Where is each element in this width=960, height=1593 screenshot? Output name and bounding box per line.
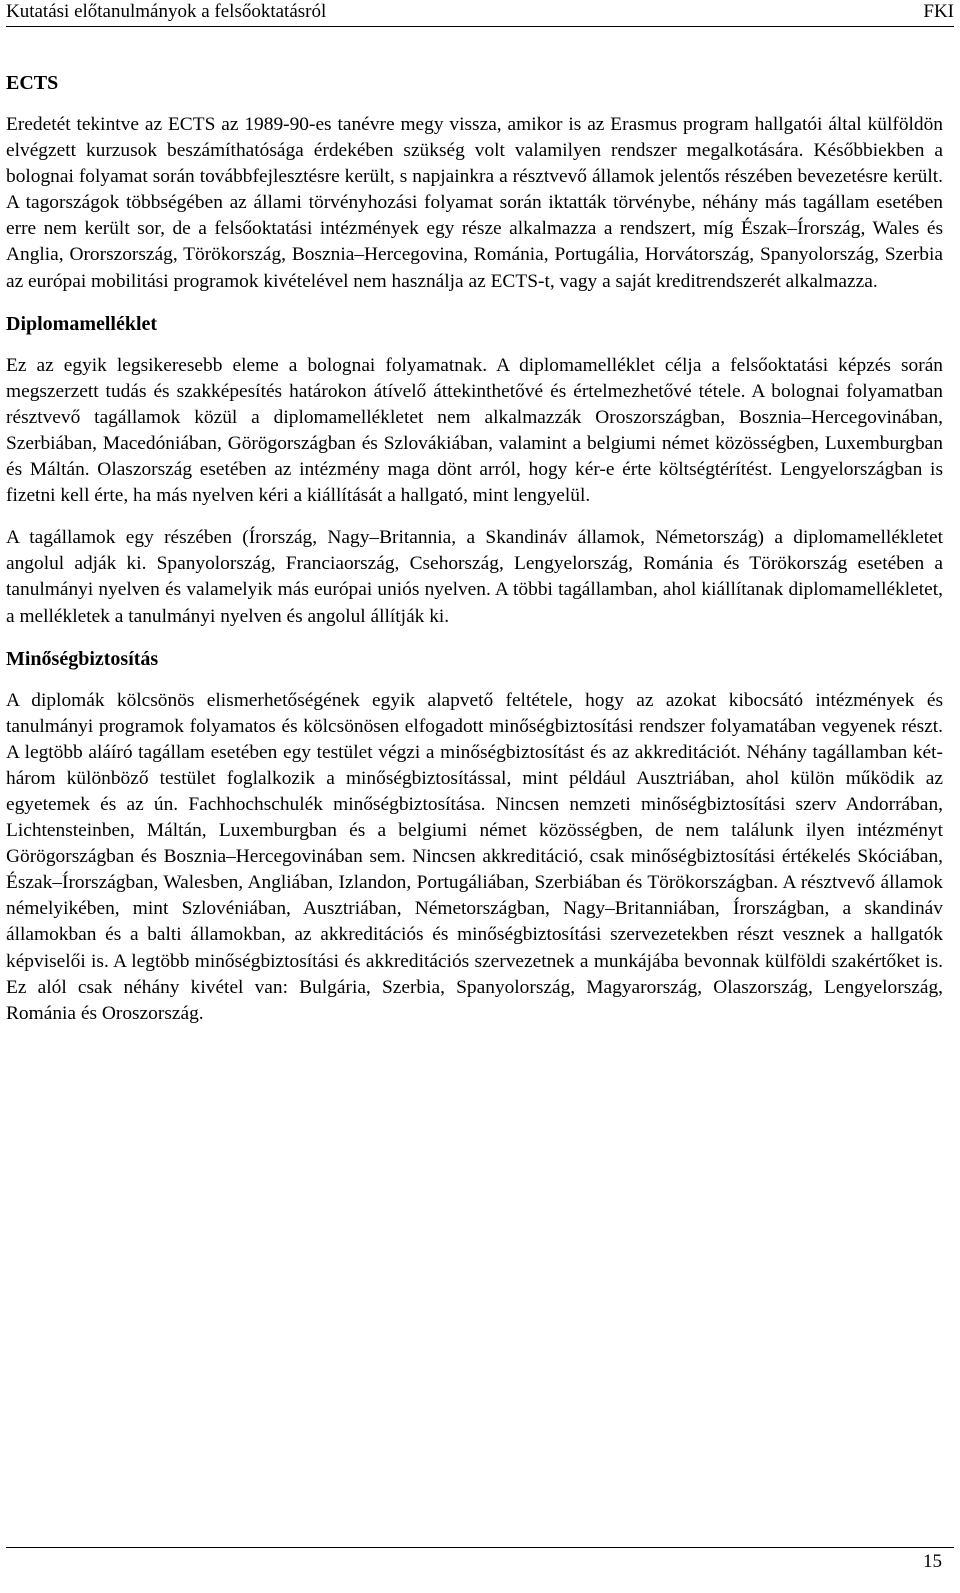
paragraph: Ez az egyik legsikeresebb eleme a bolognai folyamatnak. A diplomamelléklet célja a felsőoktatási képzés során megszerzett tudás és szakképesítés határokon átívelő áttekinthetővé és értelmezhetővé tétele. A bolognai folyamatban résztvevő tagállamok közül a diplomamellékletet nem alkalmazzák Oroszországban, Bosznia–Hercegovinában, Szerbiában, Macedóniában, Görögországban és Szlovákiában, valamint a belgiumi német közösségben, Luxemburgban és Máltán. Olaszország esetében az intézmény maga dönt arról, hogy kér-e érte költségtérítést. Lengyelországban is fizetni kell érte, ha más nyelven kéri a kiállítását a hallgató, mint lengyelül.	[6, 354, 943, 507]
header-title: Kutatási előtanulmányok a felsőoktatásról	[6, 1, 327, 22]
section-diplomamelleklet	[6, 311, 943, 630]
paragraph: Eredetét tekintve az ECTS az 1989-90-es tanévre megy vissza, amikor is az Erasmus program hallgatói által külföldön elvégzett kurzusok beszámíthatósága érdekében szükség volt valamilyen rendszer megalkotására. Későbbiekben a bolognai folyamat során továbbfejlesztésre került, s napjainkra a résztvevő államok jelentős részében bevezetésre került. A tagországok többségében az állami törvényhozási folyamat során iktatták törvénybe, néhány más tagállam esetében erre nem került sor, de a felsőoktatási intézmények egy része alkalmazza a rendszert, míg Észak–Írország, Wales és Anglia, Ororszország, Törökország, Bosznia–Hercegovina, Románia, Portugália, Horvátország, Spanyolország, Szerbia az európai mobilitási programok kivételével nem használja az ECTS-t, vagy a saját kreditrendszerét alkalmazza.	[6, 114, 943, 292]
section-minosegbiztositas	[6, 646, 943, 1027]
header-org: FKI	[923, 1, 954, 22]
section-heading: Diplomamelléklet	[6, 312, 158, 335]
page-number: 15	[923, 1551, 942, 1572]
document-body	[6, 70, 943, 1043]
footer-divider	[6, 1547, 954, 1548]
page-header	[6, 0, 954, 27]
paragraph: A tagállamok egy részében (Írország, Nagy–Britannia, a Skandináv államok, Németország) a diplomamellékletet angolul adják ki. Spanyolország, Franciaország, Csehország, Lengyelország, Románia és Törökország esetében a tanulmányi nyelven és valamelyik más európai uniós nyelven. A többi tagállamban, ahol kiállítanak diplomamellékletet, a mellékletek a tanulmányi nyelven és angolul állítják ki.	[6, 527, 943, 627]
section-heading: ECTS	[6, 72, 59, 94]
paragraph: A diplomák kölcsönös elismerhetőségének egyik alapvető feltétele, hogy az azokat kibocsátó intézmények és tanulmányi programok folyamatos és kölcsönösen elfogadott minőségbiztosítási rendszer folyamatában vegyenek részt. A legtöbb aláíró tagállam esetében egy testület végzi a minőségbiztosítást és az akkreditációt. Néhány tagállamban két-három különböző testület foglalkozik a minőségbiztosítással, mint például Ausztriában, ahol külön működik az egyetemek és az ún. Fachhochschulék minőségbiztosítása. Nincsen nemzeti minőségbiztosítási szerv Andorrában, Lichtensteinben, Máltán, Luxemburgban és a belgiumi német közösségben, de nem találunk ilyen intézményt Görögországban és Bosznia–Hercegovinában sem. Nincsen akkreditáció, csak minőségbiztosítási értékelés Skóciában, Észak–Írországban, Walesben, Angliában, Izlandon, Portugáliában, Szerbiában és Törökországban. A résztvevő államok némelyikében, mint Szlovéniában, Ausztriában, Németországban, Nagy–Britanniában, Írországban, a skandináv államokban és a balti államokban, az akkreditációs és minőségbiztosítási szervezetekben részt vesznek a hallgatók képviselői is. A legtöbb minőségbiztosítási és akkreditációs szervezetnek a munkájába bevonnak külföldi szakértőket is. Ez alól csak néhány kivétel van: Bulgária, Szerbia, Spanyolország, Magyarország, Olaszország, Lengyelország, Románia és Oroszország.	[6, 689, 944, 1024]
section-ects	[6, 70, 943, 295]
section-heading: Minőségbiztosítás	[6, 647, 159, 670]
